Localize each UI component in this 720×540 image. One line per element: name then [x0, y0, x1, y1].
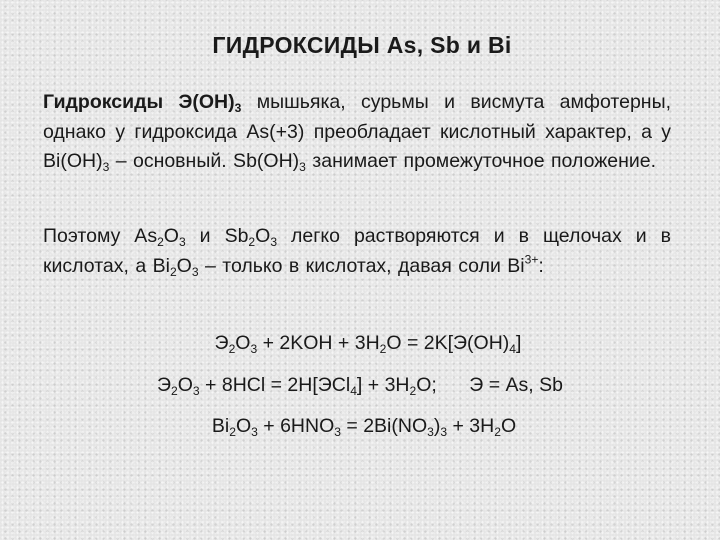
- page-title-text: ГИДРОКСИДЫ As, Sb и Bi: [212, 32, 512, 58]
- paragraph-hydroxides-amphoteric: Гидроксиды $Э(OH)_3$ мышьяка, сурьмы и висмута амфотерны, однако у гидроксида As(+3) преобладает кислотный характер, а у $Bi(OH)_3$ – основный. $Sb(OH)_3$ занимает промежуточное положение.: [43, 91, 671, 174]
- equation-hno3: $Bi_2O_3 + 6HNO_3 = 2Bi(NO_3)_3 + 3H_2O$: [211, 415, 517, 439]
- page-title: [0, 32, 720, 59]
- paragraph-oxides-solubility: Поэтому $As_2O_3$ и $Sb_2O_3$ легко растворяются и в щелочах и в кислотах, а $Bi_2O_3$ – только в кислотах, давая соли $Bi^{3+}$:: [43, 225, 671, 279]
- equation-koh: $Э_2O_3 + 2KOH + 3H_2O = 2K[Э(OH)_4]$: [214, 332, 522, 356]
- equation-hcl: $Э_2O_3 + 8HCl = 2H[ЭCl_4] + 3H_2O$; Э = As, Sb: [157, 374, 563, 398]
- paragraph-lead: Гидроксиды $Э(OH)_3$: [43, 91, 242, 115]
